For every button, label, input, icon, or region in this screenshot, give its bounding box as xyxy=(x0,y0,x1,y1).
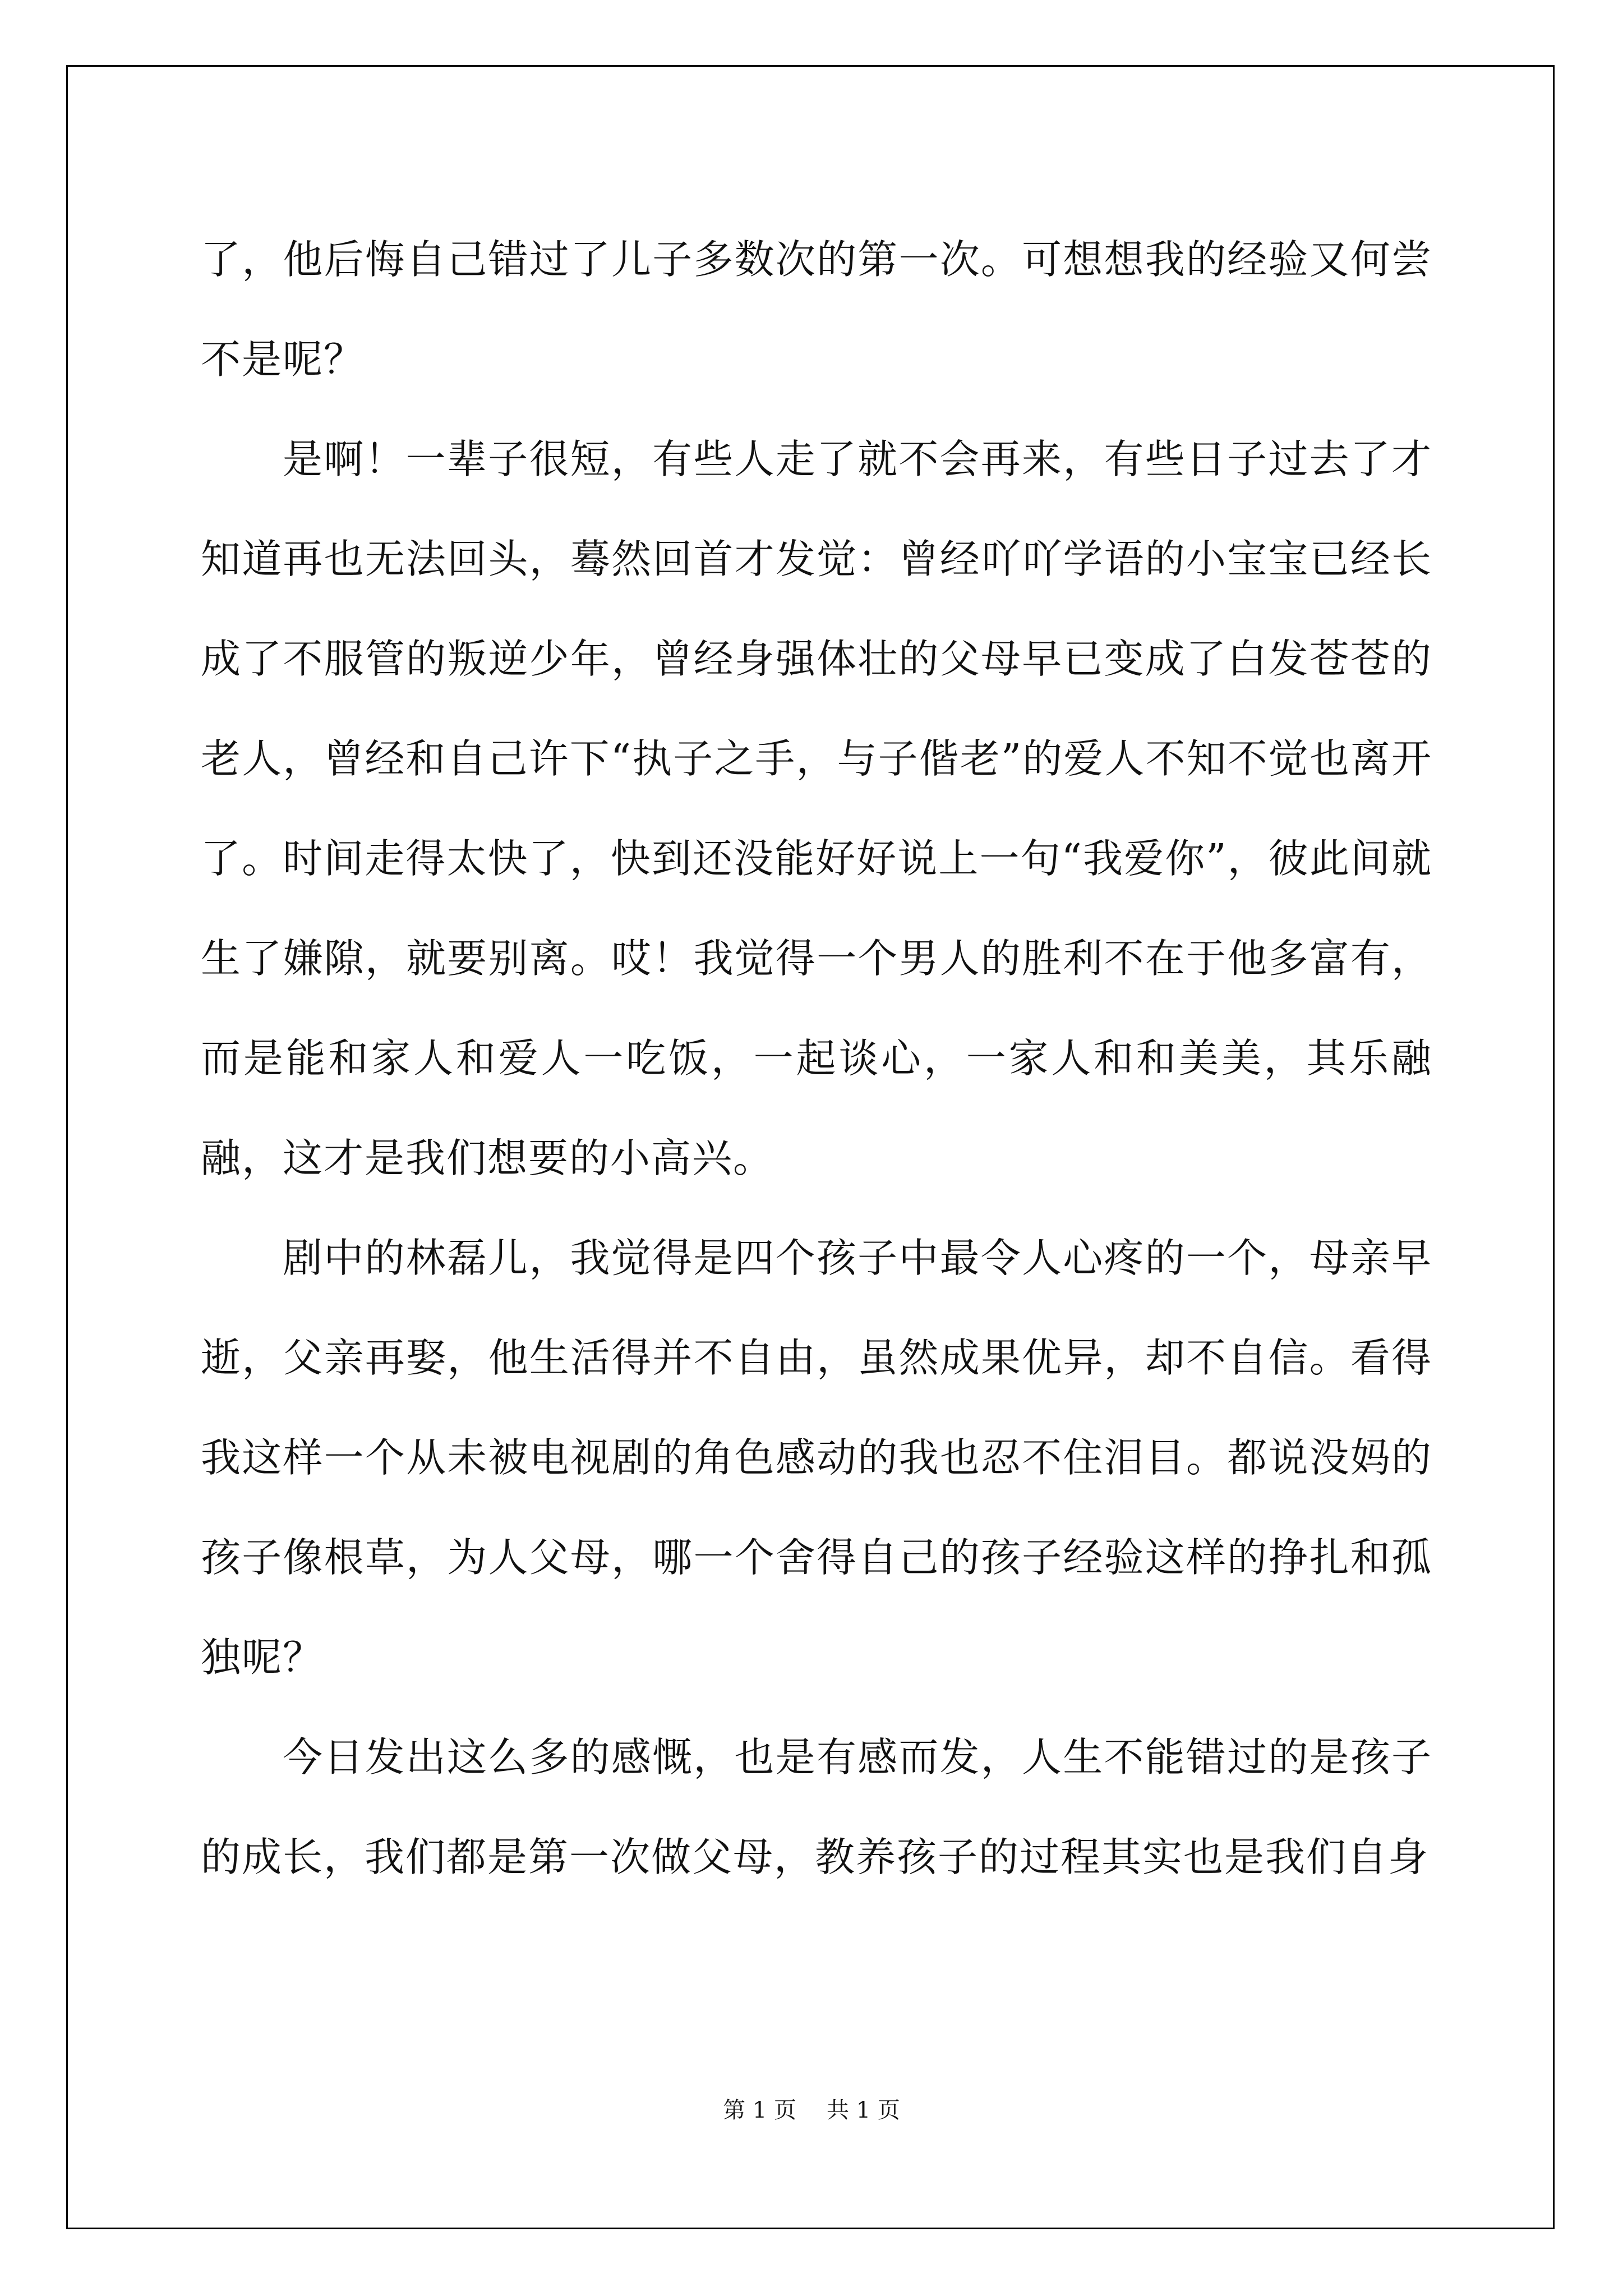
page-number: 第 1 页 xyxy=(723,2097,796,2123)
paragraph-4: 今日发出这么多的感慨，也是有感而发，人生不能错过的是孩子的成长，我们都是第一次做父母，教养孩子的过程其实也是我们自身 xyxy=(201,1734,1432,1880)
paragraph-3: 剧中的林磊儿，我觉得是四个孩子中最令人心疼的一个，母亲早逝，父亲再娶，他生活得并不自由，虽然成果优异，却不自信。看得我这样一个从未被电视剧的角色感动的我也忍不住泪目。都说没妈的孩子像根草，为人父母，哪一个舍得自己的孩子经验这样的挣扎和孤独呢？ xyxy=(201,1235,1432,1681)
paragraph-2: 是啊！一辈子很短，有些人走了就不会再来，有些日子过去了才知道再也无法回头，蓦然回首才发觉：曾经吖吖学语的小宝宝已经长成了不服管的叛逆少年，曾经身强体壮的父母早已变成了白发苍苍的老人，曾经和自己许下“执子之手，与子偕老”的爱人不知不觉也离开了。时间走得太快了，快到还没能好好说上一句“我爱你”，彼此间就生了嫌隙，就要别离。哎！我觉得一个男人的胜利不在于他多富有，而是能和家人和爱人一吃饭，一起谈心，一家人和和美美，其乐融融，这才是我们想要的小高兴。 xyxy=(201,436,1432,1181)
paragraph-1: 了，他后悔自己错过了儿子多数次的第一次。可想想我的经验又何尝不是呢？ xyxy=(201,236,1432,383)
page-footer xyxy=(0,2095,1623,2126)
document-body xyxy=(201,210,1432,1907)
total-pages: 共 1 页 xyxy=(827,2097,900,2123)
